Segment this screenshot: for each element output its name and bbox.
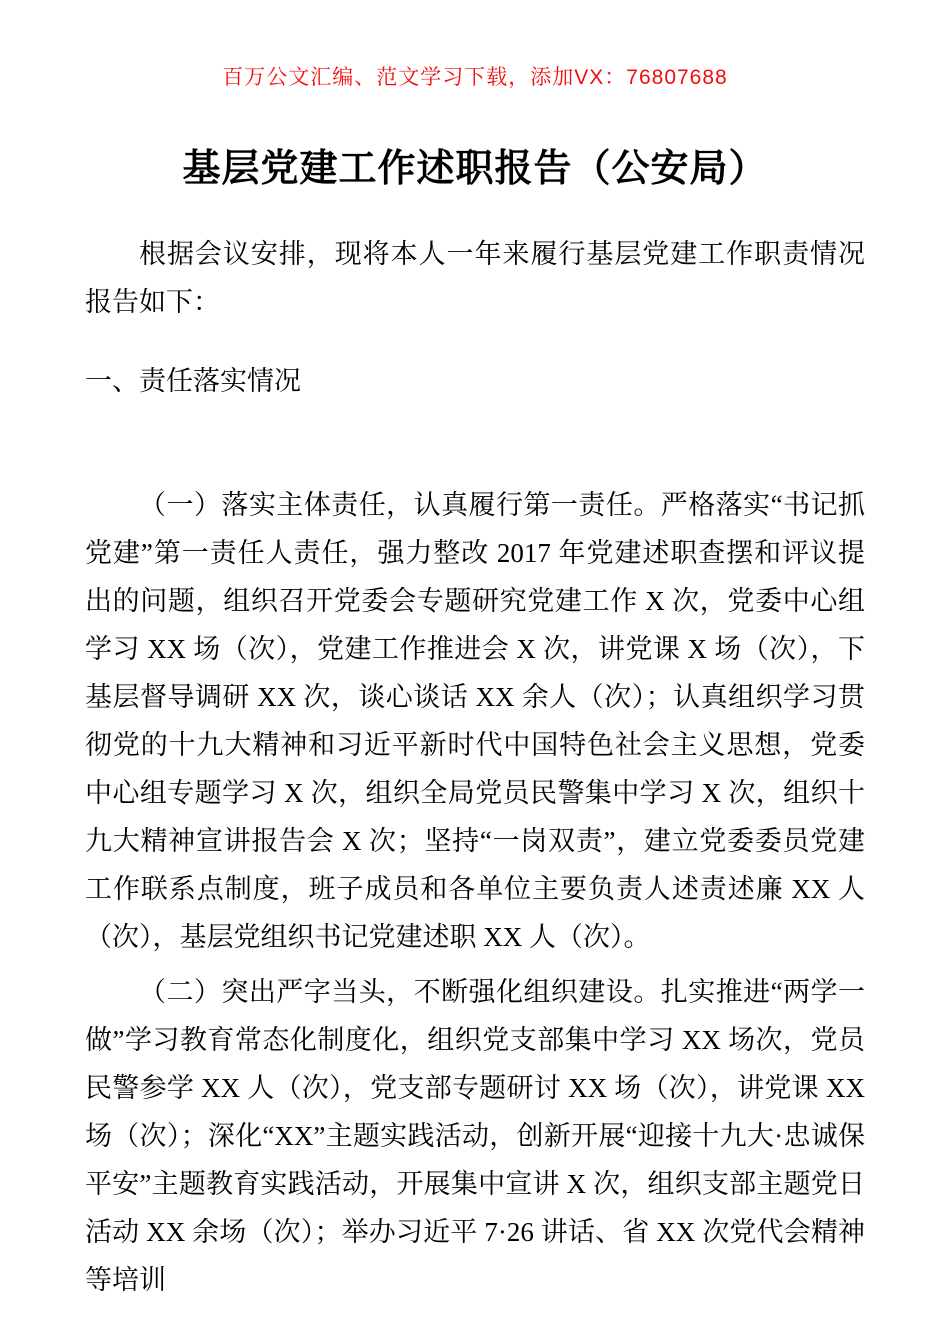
paragraph-item-1: （一）落实主体责任，认真履行第一责任。严格落实“书记抓党建”第一责任人责任，强力整改 2017 年党建述职查摆和评议提出的问题，组织召开党委会专题研究党建工作 X 次，党委中心组学习 XX 场（次），党建工作推进会 X 次，讲党课 X 场（次），下基层督导调研 XX 次，谈心谈话 XX 余人（次）；认真组织学习贯彻党的十九大精神和习近平新时代中国特色社会主义思想，党委中心组专题学习 X 次，组织全局党员民警集中学习 X 次，组织十九大精神宣讲报告会 X 次；坚持“一岗双责”，建立党委委员党建工作联系点制度，班子成员和各单位主要负责人述责述廉 XX 人（次），基层党组织书记党建述职 XX 人（次）。 [85, 490, 865, 952]
paragraph-item-2: （二）突出严字当头，不断强化组织建设。扎实推进“两学一做”学习教育常态化制度化，组织党支部集中学习 XX 场次，党员民警参学 XX 人（次），党支部专题研讨 XX 场（次），讲党课 XX 场（次）；深化“XX”主题实践活动，创新开展“迎接十九大·忠诚保平安”主题教育实践活动，开展集中宣讲 X 次，组织支部主题党日活动 XX 余场（次）；举办习近平 7·26 讲话、省 XX 次党代会精神等培训 [85, 977, 865, 1295]
document-title: 基层党建工作述职报告（公安局） [182, 148, 768, 190]
paragraph-intro: 根据会议安排，现将本人一年来履行基层党建工作职责情况报告如下： [85, 239, 865, 317]
section-heading-responsibility: 一、责任落实情况 [85, 366, 301, 396]
promo-notice: 百万公文汇编、范文学习下载，添加VX：76807688 [222, 66, 728, 89]
